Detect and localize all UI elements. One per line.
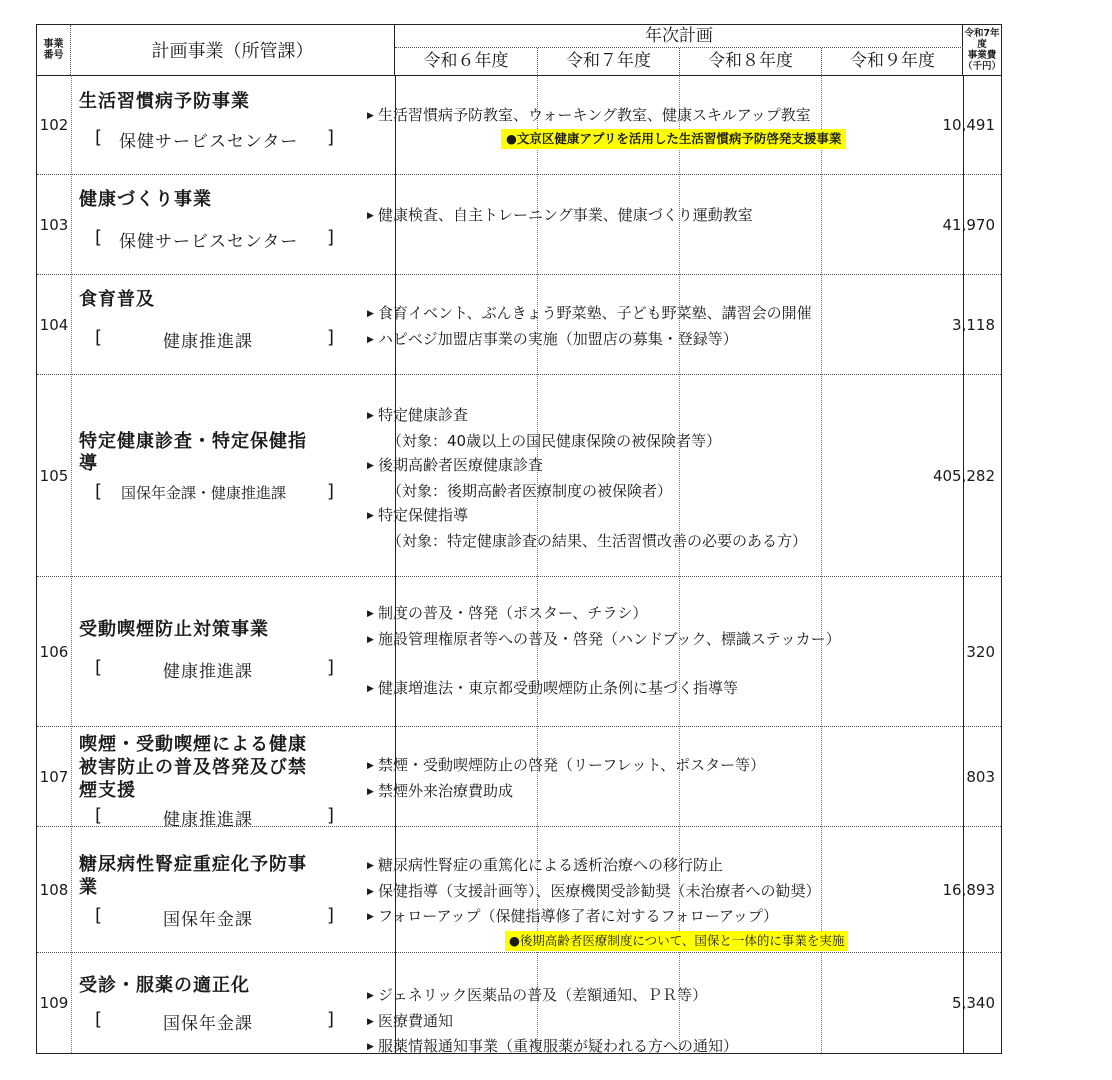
bracket-close: ]	[327, 657, 335, 678]
header-plan	[395, 25, 963, 75]
triangle-bullet-icon: ▶	[367, 684, 374, 694]
list-item: ▶ 健康増進法・東京都受動喫煙防止条例に基づく指導等	[367, 676, 841, 702]
triangle-bullet-icon: ▶	[367, 609, 374, 619]
row-items	[367, 403, 807, 553]
triangle-bullet-icon: ▶	[367, 1016, 374, 1027]
list-item: ▶ 食育イベント、ぶんきょう野菜塾、子ども野菜塾、講習会の開催	[367, 301, 812, 327]
bracket-open: [	[95, 805, 103, 826]
table-row	[37, 175, 1001, 275]
row-items	[367, 103, 811, 129]
row-cost: 320	[966, 642, 995, 661]
list-item: ▶ 特定健康診査	[367, 403, 807, 429]
bracket-close: ]	[327, 481, 335, 502]
row-dept: 国保年金課	[163, 910, 253, 930]
table-row	[37, 727, 1001, 830]
table-row	[37, 577, 1001, 727]
triangle-bullet-icon: ▶	[367, 334, 374, 345]
row-number: 102	[39, 115, 69, 134]
header-cost: 令和7年度 事業費 （千円）	[963, 28, 1002, 72]
bracket-open: [	[95, 127, 103, 148]
bracket-open: [	[95, 657, 103, 678]
triangle-bullet-icon: ▶	[367, 912, 374, 922]
triangle-bullet-icon: ▶	[367, 211, 374, 221]
list-item-note: （対象：後期高齢者医療制度の被保険者）	[387, 481, 673, 500]
row-cost: 405,282	[932, 466, 995, 485]
row-title: 受診・服薬の適正化	[79, 975, 250, 996]
plan-table	[36, 24, 1002, 1054]
triangle-bullet-icon: ▶	[367, 786, 374, 797]
header-year-r9: 令和９年度	[821, 48, 963, 75]
table-row	[37, 275, 1001, 375]
bracket-close: ]	[327, 227, 335, 248]
row-title: 特定健康診査・特定保健指 導	[79, 431, 307, 474]
list-item: ▶ 医療費通知	[367, 1009, 738, 1035]
table-row	[37, 75, 1001, 175]
bracket-open: [	[95, 1009, 103, 1030]
row-items	[367, 983, 738, 1060]
triangle-bullet-icon: ▶	[367, 309, 374, 319]
triangle-bullet-icon: ▶	[367, 111, 374, 121]
row-number: 108	[39, 880, 69, 899]
bracket-close: ]	[327, 905, 335, 926]
row-title: 生活習慣病予防事業	[79, 91, 250, 112]
row-cost: 10,491	[942, 115, 995, 134]
row-title: 健康づくり事業	[79, 189, 212, 210]
bracket-close: ]	[327, 805, 335, 826]
row-items	[367, 853, 821, 930]
row-cost: 3,118	[952, 315, 995, 334]
row-cost: 16,893	[942, 880, 995, 899]
row-items	[367, 301, 812, 352]
bracket-open: [	[95, 481, 103, 502]
row-number: 109	[39, 994, 69, 1012]
triangle-bullet-icon: ▶	[367, 634, 374, 645]
row-dept: 健康推進課	[163, 662, 253, 682]
list-item: ▶ ジェネリック医薬品の普及（差額通知、ＰＲ等）	[367, 983, 738, 1009]
row-cost: 5,340	[952, 994, 995, 1012]
row-cost: 803	[966, 767, 995, 786]
row-dept: 保健サービスセンター	[119, 132, 299, 152]
bracket-close: ]	[327, 327, 335, 348]
list-item: ▶ 服薬情報通知事業（重複服薬が疑われる方への通知）	[367, 1034, 738, 1060]
list-item: ▶ 生活習慣病予防教室、ウォーキング教室、健康スキルアップ教室	[367, 103, 811, 129]
list-item-note: （対象：40歳以上の国民健康保険の被保険者等）	[387, 431, 722, 450]
header-year-r8: 令和８年度	[679, 48, 821, 75]
row-number: 106	[39, 642, 69, 661]
row-title: 食育普及	[79, 289, 155, 310]
row-title: 糖尿病性腎症重症化予防事 業	[79, 854, 307, 898]
list-item: ▶ フォローアップ（保健指導修了者に対するフォローアップ）	[367, 904, 821, 930]
header-year-r6: 令和６年度	[423, 51, 509, 71]
bracket-open: [	[95, 327, 103, 348]
list-item: ▶ 禁煙外来治療費助成	[367, 779, 765, 805]
list-item: ▶ 保健指導（支援計画等）、医療機関受診勧奨（未治療者への勧奨）	[367, 879, 821, 905]
row-cost: 41,970	[942, 215, 995, 234]
list-item: ▶ 制度の普及・啓発（ポスター、チラシ）	[367, 601, 841, 627]
table-row	[37, 375, 1001, 577]
row-items	[367, 601, 841, 702]
list-item: ▶ 禁煙・受動喫煙防止の啓発（リーフレット、ポスター等）	[367, 753, 765, 779]
row-dept: 国保年金課・健康推進課	[121, 484, 287, 502]
row-dept: 健康推進課	[163, 810, 253, 830]
list-item: ▶ 特定保健指導	[367, 503, 807, 529]
row-dept: 健康推進課	[163, 332, 253, 352]
triangle-bullet-icon: ▶	[367, 511, 374, 521]
list-item: ▶ ハピベジ加盟店事業の実施（加盟店の募集・登録等）	[367, 327, 812, 353]
triangle-bullet-icon: ▶	[367, 461, 374, 471]
triangle-bullet-icon: ▶	[367, 411, 374, 421]
triangle-bullet-icon: ▶	[367, 991, 374, 1001]
row-number: 107	[39, 767, 69, 786]
header-name: 計画事業（所管課）	[71, 25, 395, 75]
bracket-close: ]	[327, 1009, 335, 1030]
triangle-bullet-icon: ▶	[367, 886, 374, 897]
table-header	[37, 25, 1001, 76]
row-number: 103	[39, 215, 69, 234]
header-no: 事業 番号	[37, 25, 71, 75]
row-number: 105	[39, 466, 69, 485]
list-item: ▶ 糖尿病性腎症の重篤化による透析治療への移行防止	[367, 853, 821, 879]
list-item: ▶ 施設管理権原者等への普及・啓発（ハンドブック、標識ステッカー）	[367, 627, 841, 653]
triangle-bullet-icon: ▶	[367, 1042, 374, 1052]
bracket-open: [	[95, 905, 103, 926]
triangle-bullet-icon: ▶	[367, 861, 374, 871]
row-title: 受動喫煙防止対策事業	[79, 619, 269, 640]
highlight-note: ●文京区健康アプリを活用した生活習慣病予防啓発支援事業	[501, 129, 846, 149]
table-row	[37, 827, 1001, 953]
table-row	[37, 953, 1001, 1053]
header-year-r7: 令和７年度	[537, 48, 679, 75]
highlight-note: ●後期高齢者医療制度について、国保と一体的に事業を実施	[505, 931, 848, 951]
header-plan-title: 年次計画	[395, 25, 963, 48]
row-items	[367, 753, 765, 804]
row-items	[367, 203, 753, 229]
row-number: 104	[39, 315, 69, 334]
row-title: 喫煙・受動喫煙による健康 被害防止の普及啓発及び禁 煙支援	[79, 734, 307, 801]
list-item: ▶ 健康検査、自主トレーニング事業、健康づくり運動教室	[367, 203, 753, 229]
list-item: ▶ 後期高齢者医療健康診査	[367, 453, 807, 479]
bracket-open: [	[95, 227, 103, 248]
row-dept: 国保年金課	[163, 1014, 253, 1034]
list-item-note: （対象：特定健康診査の結果、生活習慣改善の必要のある方）	[387, 531, 808, 550]
row-dept: 保健サービスセンター	[119, 232, 299, 252]
bracket-close: ]	[327, 127, 335, 148]
triangle-bullet-icon: ▶	[367, 761, 374, 771]
